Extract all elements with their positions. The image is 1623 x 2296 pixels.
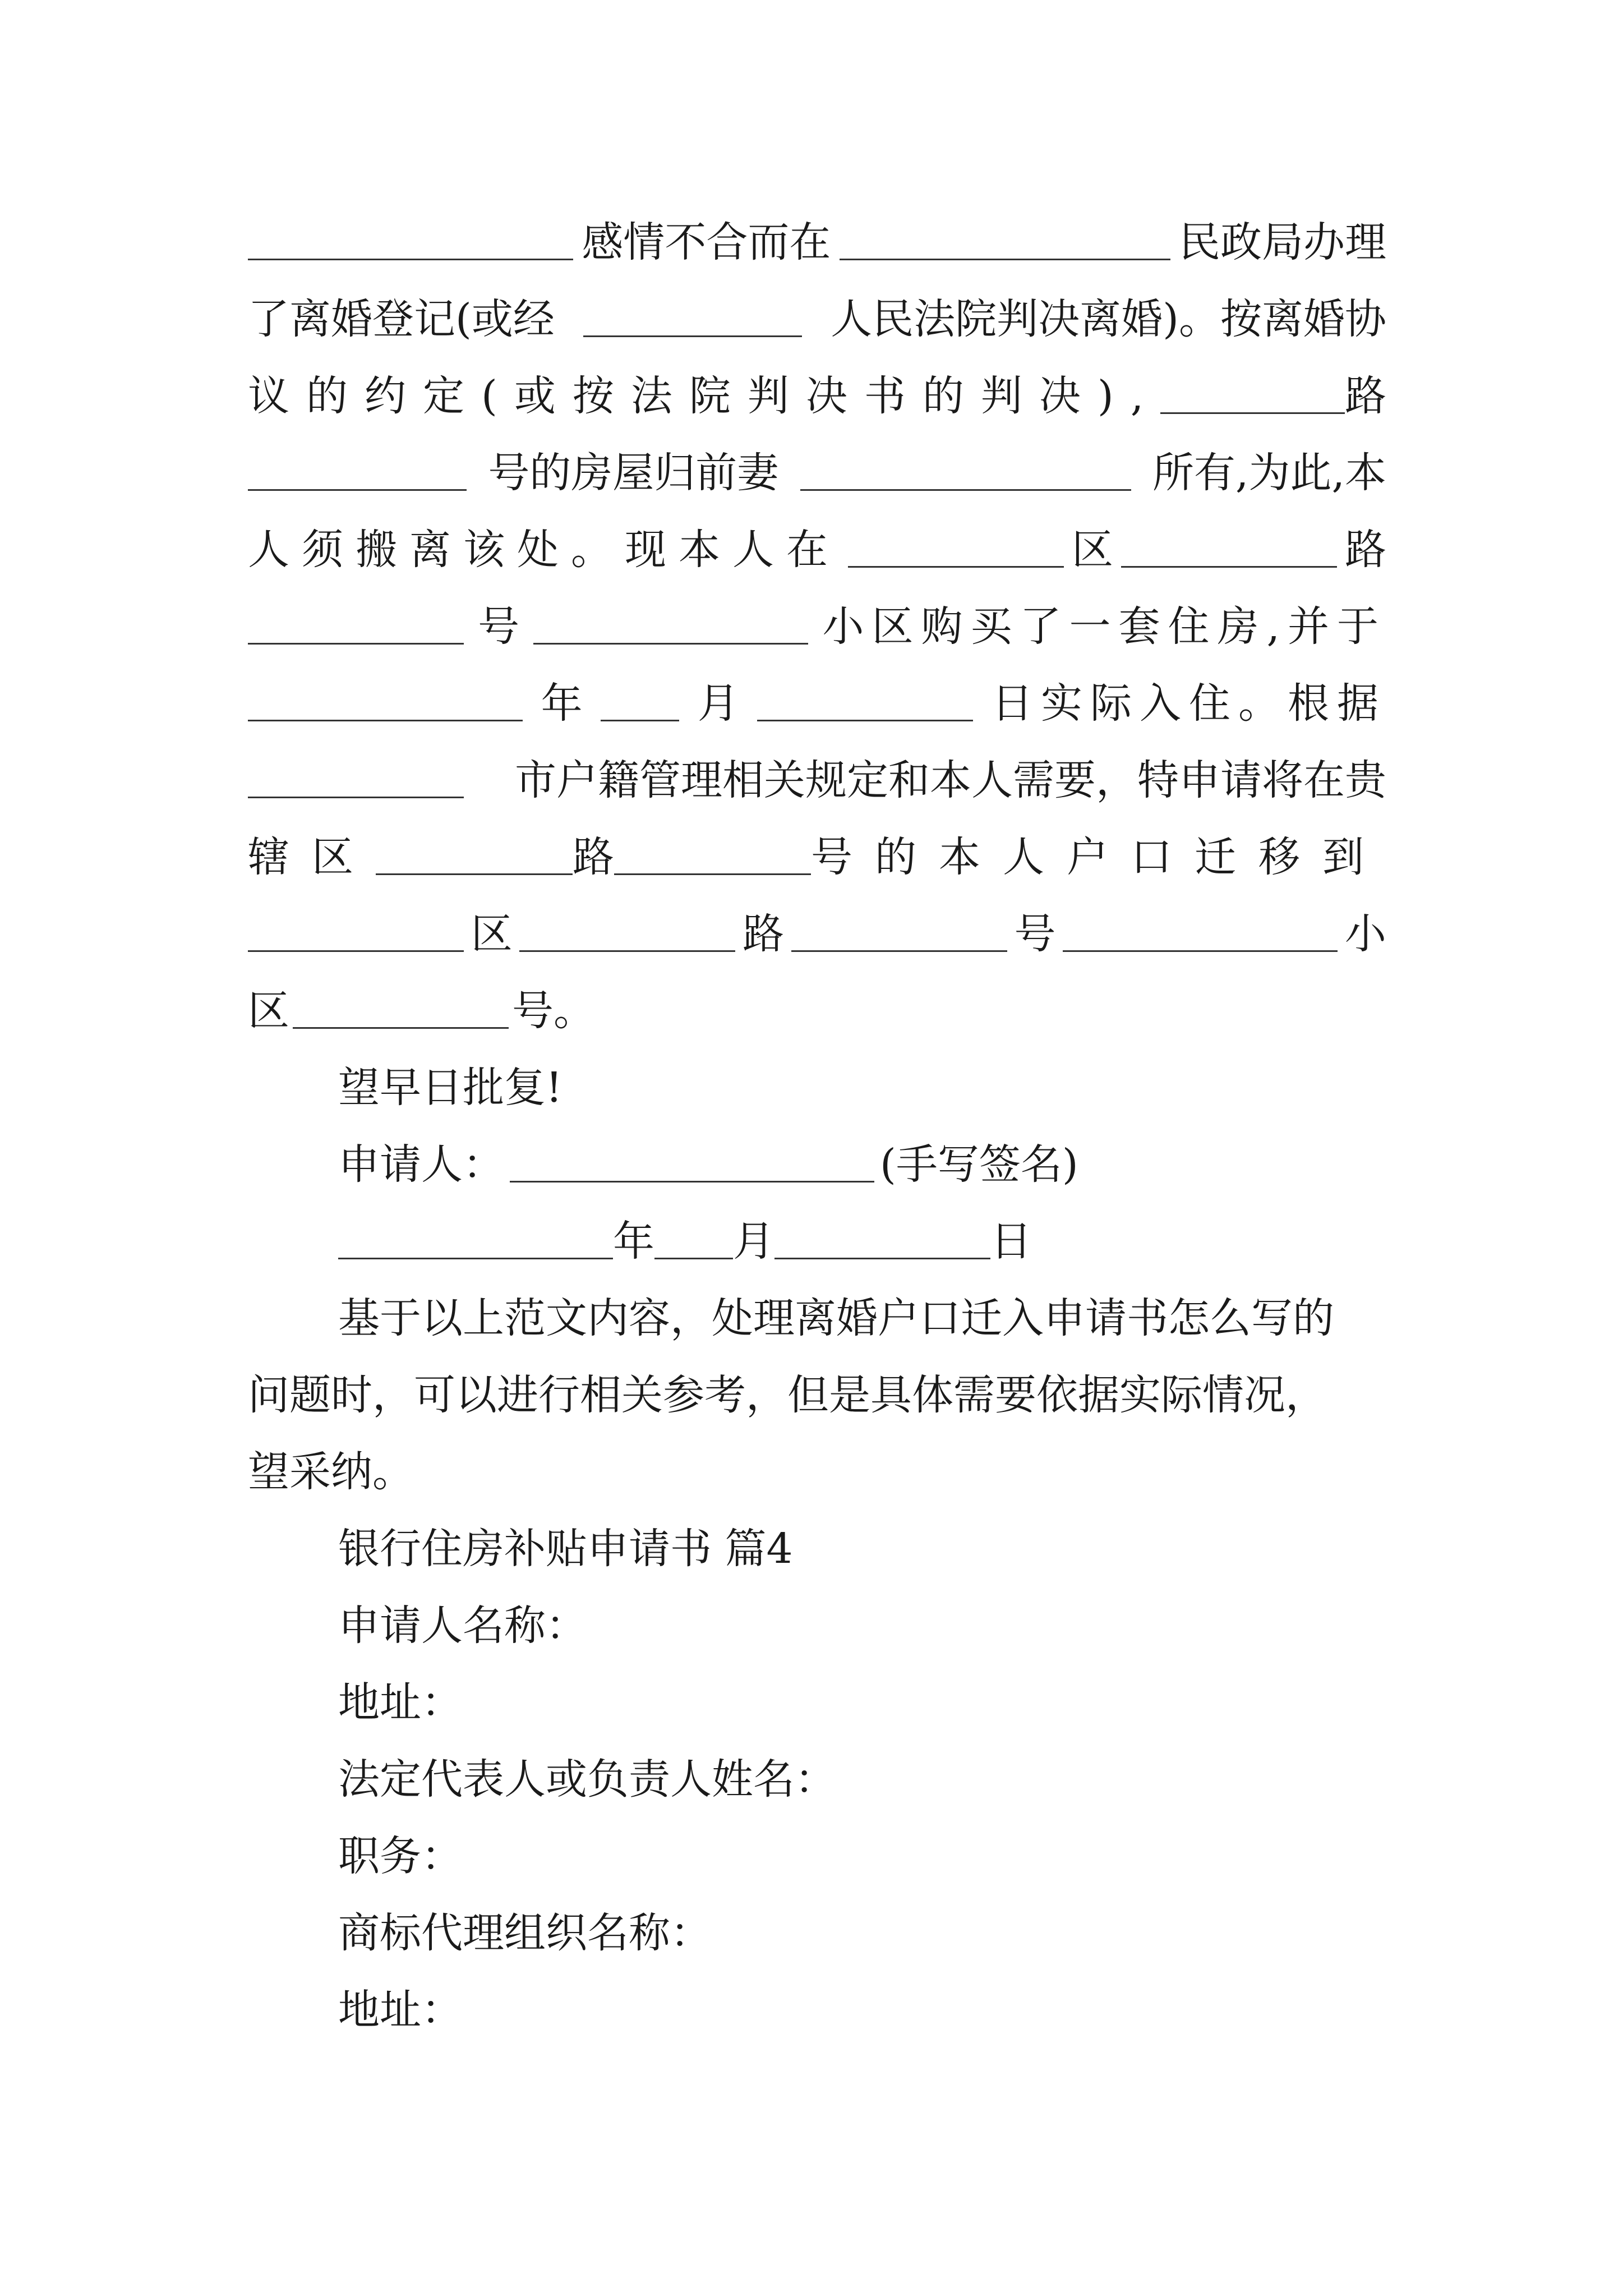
- field-label: 商标代理组织名称：: [338, 1909, 712, 1957]
- paragraph-line-5: [248, 521, 1386, 579]
- field-agency-address: [338, 1981, 1387, 2039]
- blank-field: [519, 917, 735, 952]
- text-segment: 感情不合而在: [582, 218, 831, 266]
- text-segment: 议的约定(或按法院判决书的判决),: [248, 372, 1161, 420]
- blank-field: [248, 609, 464, 645]
- text-segment: 所有,为此,本: [1152, 449, 1386, 497]
- blank-field: [533, 609, 808, 645]
- blank-field: [791, 917, 1007, 952]
- note-line-3: [248, 1443, 1386, 1501]
- signature-note: (手写签名): [880, 1140, 1078, 1189]
- blank-field: [376, 840, 573, 875]
- field-applicant-name: [338, 1596, 1387, 1655]
- text-segment: 辖区: [248, 833, 376, 881]
- paragraph-line-11: [248, 982, 1386, 1040]
- text-segment: 路: [743, 910, 785, 958]
- month-blank: [654, 1224, 733, 1259]
- blank-field: [1160, 379, 1345, 414]
- text-segment: 人民法院判决离婚)。按离婚协: [831, 295, 1386, 343]
- text-segment: 民政局办理: [1178, 218, 1386, 266]
- blank-field: [614, 840, 811, 875]
- note-text: 问题时，可以进行相关参考，但是具体需要依据实际情况，: [248, 1371, 1327, 1419]
- text-segment: 小区购买了一套住房,并于: [822, 602, 1386, 651]
- text-segment: 号的房屋归前妻: [488, 449, 779, 497]
- paragraph-line-6: [248, 597, 1386, 656]
- text-segment: 路: [1345, 526, 1386, 574]
- text-segment: 号: [478, 602, 520, 651]
- field-label: 职务：: [338, 1832, 463, 1880]
- field-address: [338, 1673, 1387, 1732]
- text-segment: 了离婚登记(或经: [248, 295, 555, 343]
- section-title: [338, 1520, 1387, 1578]
- paragraph-line-10: [248, 905, 1386, 963]
- blank-field: [848, 532, 1064, 568]
- field-agency-name: [338, 1904, 1387, 1962]
- day-blank: [774, 1224, 990, 1259]
- blank-field: [293, 993, 509, 1029]
- applicant-line: [338, 1135, 1387, 1194]
- signature-blank: [510, 1147, 874, 1182]
- paragraph-line-9: [248, 828, 1386, 886]
- text-segment: 月: [697, 679, 739, 728]
- date-line: [338, 1212, 1387, 1271]
- note-line-2: [248, 1366, 1386, 1424]
- note-text: 基于以上范文内容，处理离婚户口迁入申请书怎么写的: [338, 1294, 1334, 1342]
- blank-field: [248, 763, 464, 798]
- text-segment: 区: [248, 987, 289, 1035]
- text-segment: 号: [1014, 910, 1056, 958]
- text-segment: 路: [1345, 372, 1386, 420]
- field-label: 地址：: [338, 1986, 463, 2034]
- blank-field: [248, 917, 464, 952]
- text-segment: 小: [1344, 910, 1386, 958]
- blank-field: [800, 455, 1131, 491]
- field-label: 申请人名称：: [338, 1602, 587, 1650]
- paragraph-line-8: [248, 751, 1386, 809]
- field-position: [338, 1827, 1387, 1885]
- closing-text: 望早日批复!: [338, 1064, 562, 1112]
- paragraph-line-1: [248, 213, 1386, 272]
- text-segment: 人须搬离该处。现本人在: [248, 526, 840, 574]
- blank-field: [757, 686, 973, 721]
- text-segment: 区: [1072, 526, 1113, 574]
- blank-field: [1121, 532, 1337, 568]
- text-segment: 年: [541, 679, 583, 728]
- text-segment: 号的本人户口迁移到: [811, 833, 1386, 881]
- field-legal-representative: [338, 1750, 1387, 1809]
- date-year: 年: [613, 1217, 654, 1266]
- text-segment: 市户籍管理相关规定和本人需要，特申请将在贵: [515, 756, 1386, 804]
- note-text: 望采纳。: [248, 1448, 414, 1496]
- field-label: 法定代表人或负责人姓名：: [338, 1755, 836, 1803]
- closing-line: [338, 1059, 1387, 1117]
- text-segment: 号。: [512, 987, 595, 1035]
- field-label: 地址：: [338, 1678, 463, 1727]
- blank-field: [840, 225, 1170, 260]
- text-segment: 路: [573, 833, 614, 881]
- note-line-1: [338, 1289, 1387, 1347]
- blank-field: [248, 455, 467, 491]
- blank-field: [601, 686, 679, 721]
- blank-field: [248, 225, 573, 260]
- applicant-label: 申请人：: [338, 1140, 504, 1189]
- paragraph-line-4: [248, 444, 1386, 502]
- year-blank: [338, 1224, 613, 1259]
- text-segment: 区: [471, 910, 513, 958]
- blank-field: [1063, 917, 1338, 952]
- paragraph-line-7: [248, 674, 1386, 733]
- blank-field: [248, 686, 523, 721]
- paragraph-line-2: [248, 290, 1386, 348]
- section-title-text: 银行住房补贴申请书 篇4: [338, 1525, 793, 1573]
- text-segment: 日实际入住。根据: [991, 679, 1386, 728]
- blank-field: [583, 302, 802, 337]
- date-day: 日: [990, 1217, 1032, 1266]
- paragraph-line-3: [248, 367, 1386, 425]
- date-month: 月: [733, 1217, 774, 1266]
